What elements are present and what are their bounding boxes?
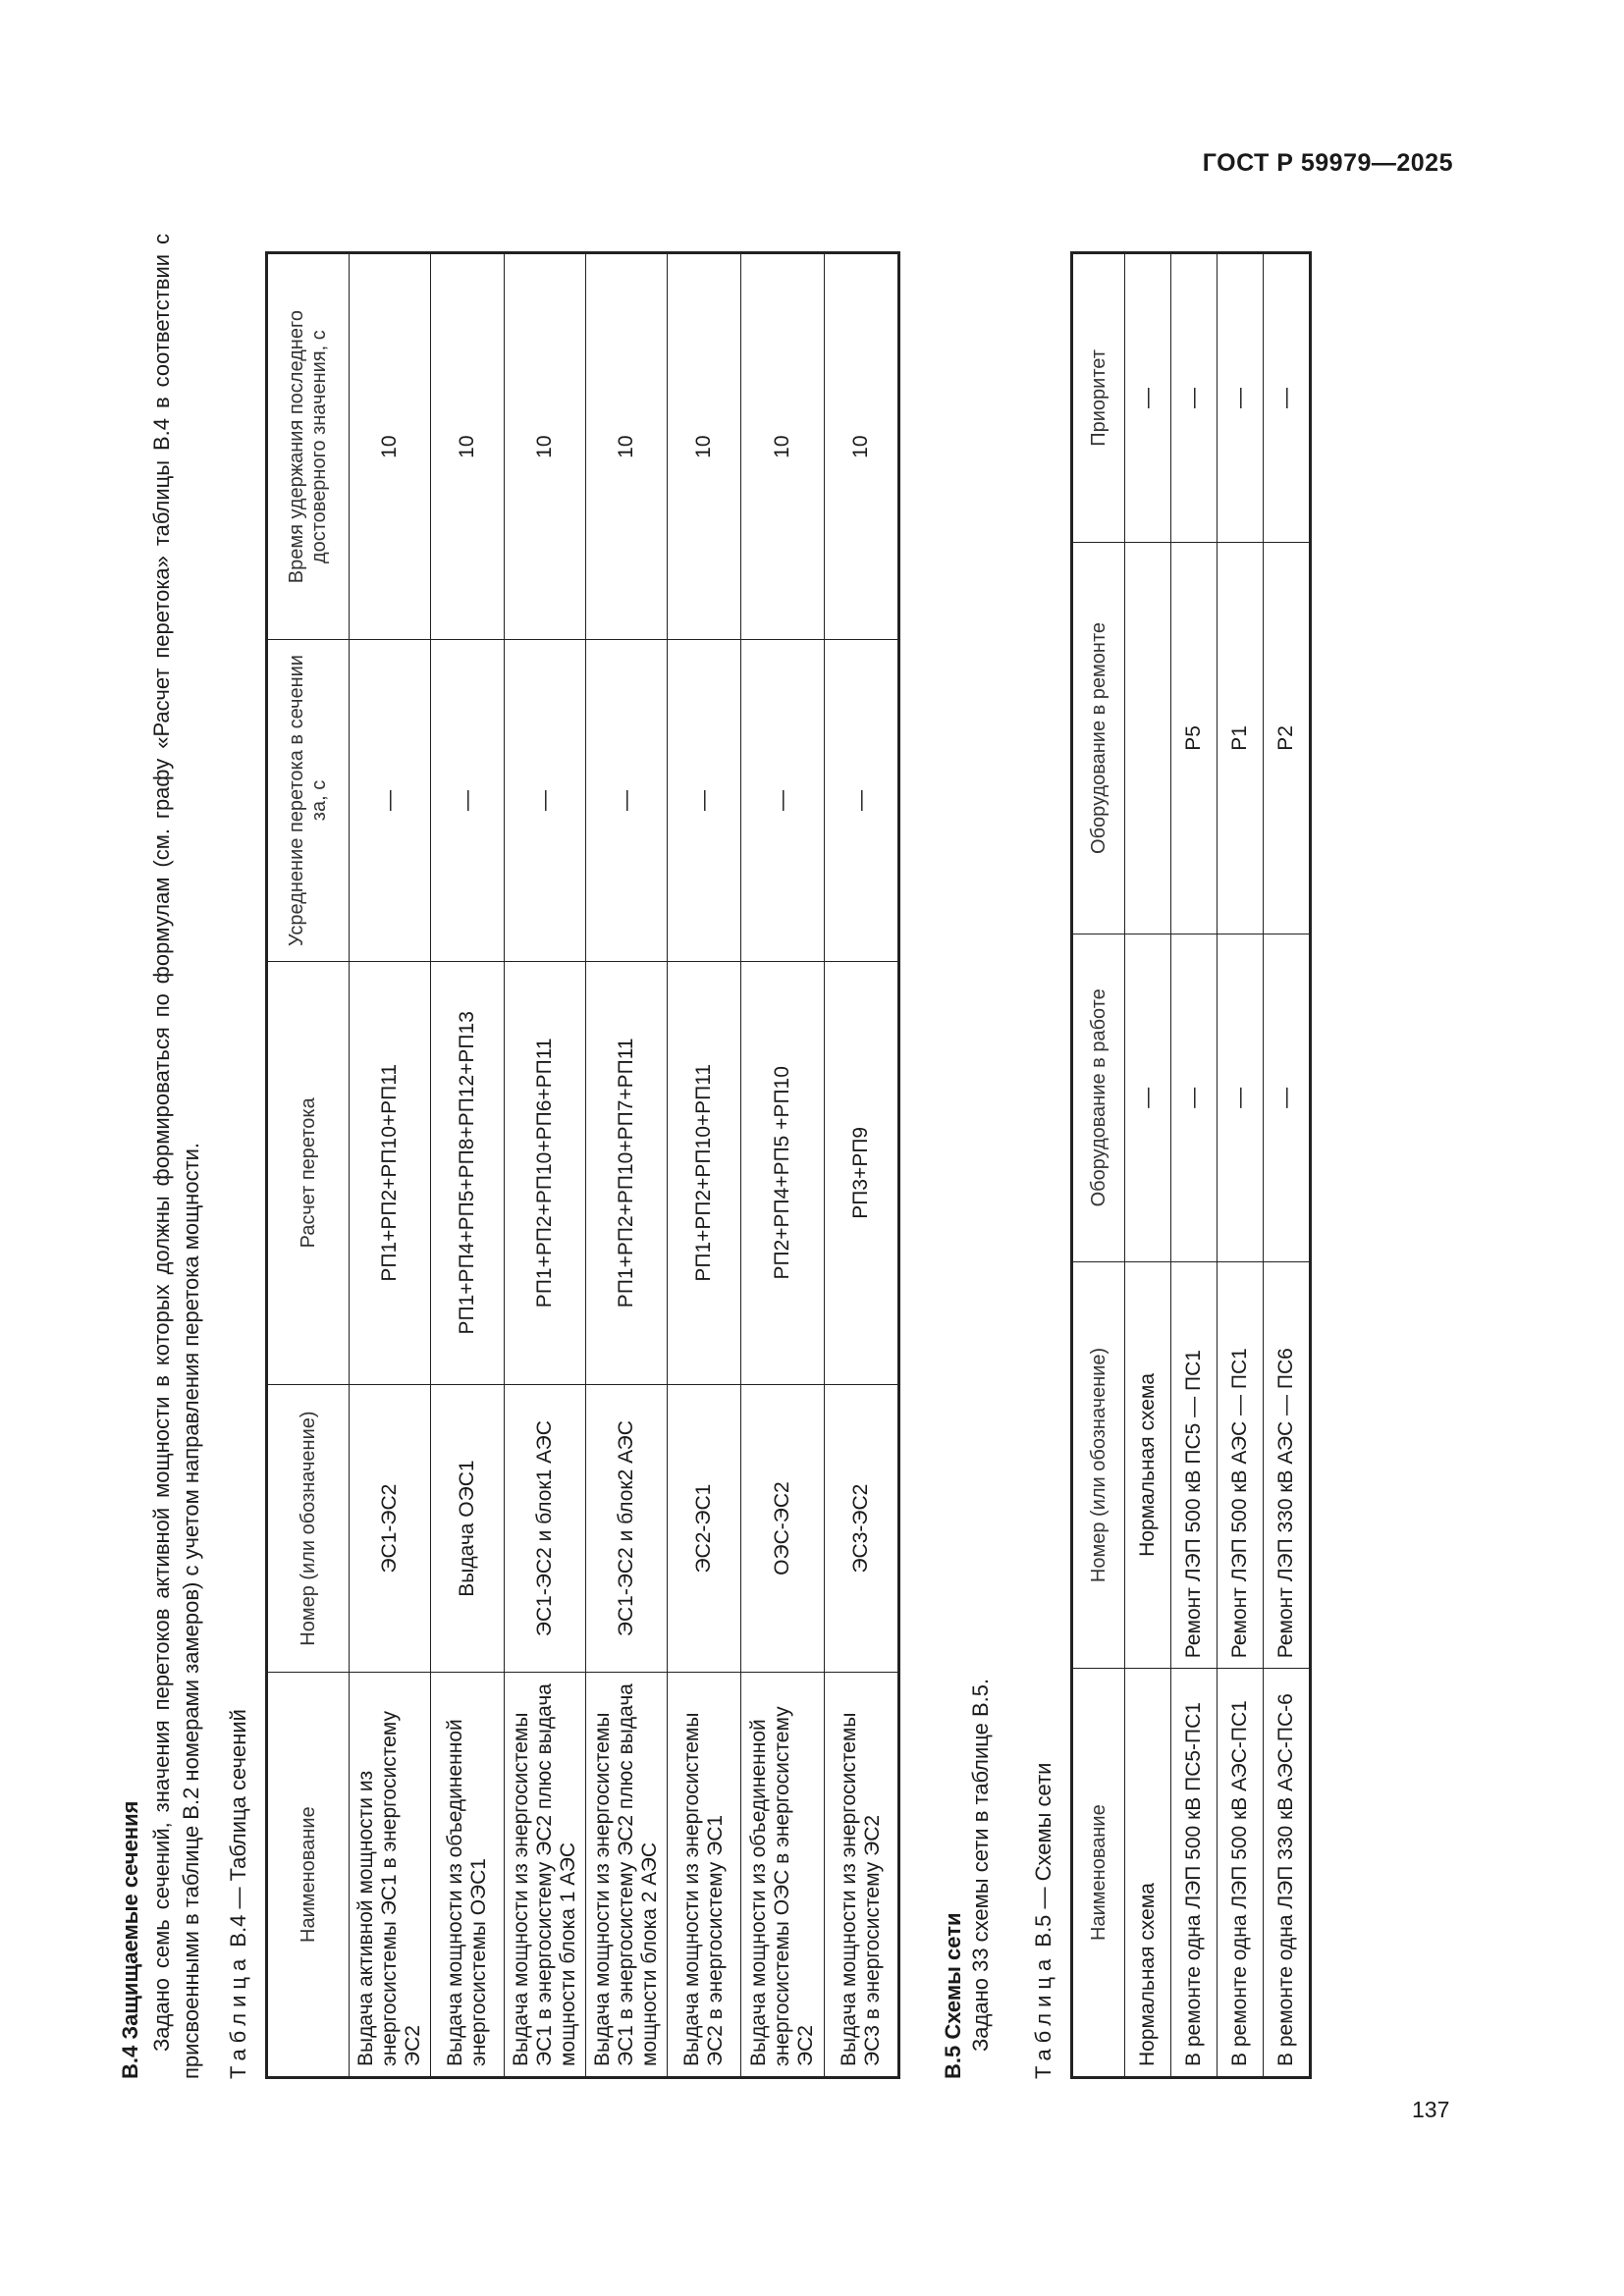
table-b4-cell: Выдача мощности из объединенной энергосистемы ОЭС1	[431, 1673, 505, 2078]
table-row	[1171, 253, 1218, 2078]
table-b4-cell: РП1+РП2+РП10+РП11	[350, 961, 431, 1384]
table-b4-cell: Выдача ОЭС1	[431, 1384, 505, 1672]
table-b4-column-header: Номер (или обозначение)	[267, 1384, 350, 1672]
table-b4-cell: РП2+РП4+РП5 +РП10	[741, 961, 825, 1384]
table-b5-caption-text: В.5 — Схемы сети	[1031, 1762, 1056, 1948]
table-b5-cell: —	[1218, 934, 1264, 1262]
table-b4-cell: —	[668, 640, 741, 961]
table-b4-cell: Выдача активной мощности из энергосистемы ЭС1 в энергосистему ЭС2	[350, 1673, 431, 2078]
table-b5-cell: —	[1264, 934, 1311, 1262]
table-b4-caption	[226, 1709, 251, 2079]
table-row	[1264, 253, 1311, 2078]
table-b4-caption-text: В.4 — Таблица сечений	[226, 1709, 250, 1948]
table-b4-cell: ЭС1-ЭС2 и блок1 АЭС	[505, 1384, 586, 1672]
table-b5-cell: —	[1125, 253, 1171, 543]
table-b5-cell: —	[1125, 934, 1171, 1262]
table-b5-cell: В ремонте одна ЛЭП 500 кВ АЭС-ПС1	[1218, 1669, 1264, 2078]
table-b5-header-row	[1072, 253, 1125, 2078]
section-b5-title: В.5 Схемы сети	[941, 1912, 965, 2079]
table-b4-cell: 10	[431, 253, 505, 640]
table-b4-cell: 10	[741, 253, 825, 640]
table-b4-column-header: Наименование	[267, 1673, 350, 2078]
table-b4-cell: 10	[825, 253, 899, 640]
table-b5-cell: —	[1171, 253, 1218, 543]
table-b5-column-header: Номер (или обозначение)	[1072, 1261, 1125, 1669]
document-code-header: ГОСТ Р 59979—2025	[1202, 149, 1453, 177]
table-b4-cell: Выдача мощности из объединенной энергосистемы ОЭС в энергосистему ЭС2	[741, 1673, 825, 2078]
table-b5-cell: В ремонте одна ЛЭП 500 кВ ПС5-ПС1	[1171, 1669, 1218, 2078]
table-b4-cell: ОЭС-ЭС2	[741, 1384, 825, 1672]
table-row	[505, 253, 586, 2078]
section-b4-paragraph: Задано семь сечений, значения перетоков активной мощности в которых должны формироваться по формулам (см. графу «Расчет перетока» таблицы В.4 в соответствии с присвоенными в таблице В.2 номерами замеров) с учетом направления перетока мощности.	[149, 234, 203, 2079]
table-b4-cell: Выдача мощности из энергосистемы ЭС3 в энергосистему ЭС2	[825, 1673, 899, 2078]
table-b4-caption-prefix: Таблица	[226, 1952, 250, 2079]
table-b5-cell: —	[1218, 253, 1264, 543]
table-b5-cell: Р5	[1171, 542, 1218, 934]
table-b4-cell: ЭС1-ЭС2	[350, 1384, 431, 1672]
landscape-content	[118, 106, 1434, 2079]
table-row	[350, 253, 431, 2078]
table-row	[431, 253, 505, 2078]
table-b5-cell: Р2	[1264, 542, 1311, 934]
table-b5-column-header: Оборудование в работе	[1072, 934, 1125, 1262]
table-b5-cell: Ремонт ЛЭП 330 кВ АЭС — ПС6	[1264, 1261, 1311, 1669]
table-b4-cell: РП1+РП2+РП10+РП11	[668, 961, 741, 1384]
table-row	[1218, 253, 1264, 2078]
table-b4-cell: —	[825, 640, 899, 961]
table-b5-column-header: Оборудование в ремонте	[1072, 542, 1125, 934]
table-b5	[1070, 251, 1312, 2079]
table-b5-cell: Нормальная схема	[1125, 1669, 1171, 2078]
table-b4-column-header: Усреднение перетока в сечении за, с	[267, 640, 350, 961]
table-b4-column-header: Время удержания последнего достоверного значения, с	[267, 253, 350, 640]
page-number: 137	[1412, 2097, 1450, 2122]
table-b4-cell: РП3+РП9	[825, 961, 899, 1384]
table-b5-cell: Нормальная схема	[1125, 1261, 1171, 1669]
table-b5-cell: —	[1264, 253, 1311, 543]
table-b5-cell: —	[1171, 934, 1218, 1262]
section-b5-paragraph: Задано 33 схемы сети в таблице В.5.	[968, 1678, 993, 2052]
table-b5-column-header: Наименование	[1072, 1669, 1125, 2078]
table-b4-cell: РП1+РП2+РП10+РП6+РП11	[505, 961, 586, 1384]
table-b4-cell: 10	[505, 253, 586, 640]
table-row	[741, 253, 825, 2078]
table-b5-caption	[1031, 1763, 1056, 2079]
table-b4-cell: Выдача мощности из энергосистемы ЭС2 в энергосистему ЭС1	[668, 1673, 741, 2078]
section-b4-title: В.4 Защищаемые сечения	[118, 1800, 142, 2079]
table-b5-cell: Ремонт ЛЭП 500 кВ АЭС — ПС1	[1218, 1261, 1264, 1669]
table-b5-cell: В ремонте одна ЛЭП 330 кВ АЭС-ПС-6	[1264, 1669, 1311, 2078]
table-row	[1125, 253, 1171, 2078]
table-b4-cell: ЭС1-ЭС2 и блок2 АЭС	[586, 1384, 668, 1672]
table-b4	[265, 251, 900, 2079]
table-b4-cell: 10	[586, 253, 668, 640]
table-b5-column-header: Приоритет	[1072, 253, 1125, 543]
table-b5-cell	[1125, 542, 1171, 934]
table-b4-cell: Выдача мощности из энергосистемы ЭС1 в энергосистему ЭС2 плюс выдача мощности блока 2 АЭС	[586, 1673, 668, 2078]
table-row	[668, 253, 741, 2078]
table-b4-cell: —	[505, 640, 586, 961]
table-b4-cell: 10	[350, 253, 431, 640]
table-b5-cell: Ремонт ЛЭП 500 кВ ПС5 — ПС1	[1171, 1261, 1218, 1669]
table-b4-header-row	[267, 253, 350, 2078]
table-b5-caption-prefix: Таблица	[1031, 1952, 1056, 2079]
table-b4-cell: ЭС2-ЭС1	[668, 1384, 741, 1672]
table-b4-cell: 10	[668, 253, 741, 640]
table-b4-cell: —	[741, 640, 825, 961]
table-b4-column-header: Расчет перетока	[267, 961, 350, 1384]
table-row	[825, 253, 899, 2078]
table-b5-cell: Р1	[1218, 542, 1264, 934]
table-b4-cell: —	[431, 640, 505, 961]
table-b4-cell: Выдача мощности из энергосистемы ЭС1 в энергосистему ЭС2 плюс выдача мощности блока 1 АЭС	[505, 1673, 586, 2078]
table-b4-cell: ЭС3-ЭС2	[825, 1384, 899, 1672]
table-row	[586, 253, 668, 2078]
table-b4-cell: РП1+РП4+РП5+РП8+РП12+РП13	[431, 961, 505, 1384]
table-b4-cell: —	[586, 640, 668, 961]
table-b4-cell: РП1+РП2+РП10+РП7+РП11	[586, 961, 668, 1384]
table-b4-cell: —	[350, 640, 431, 961]
